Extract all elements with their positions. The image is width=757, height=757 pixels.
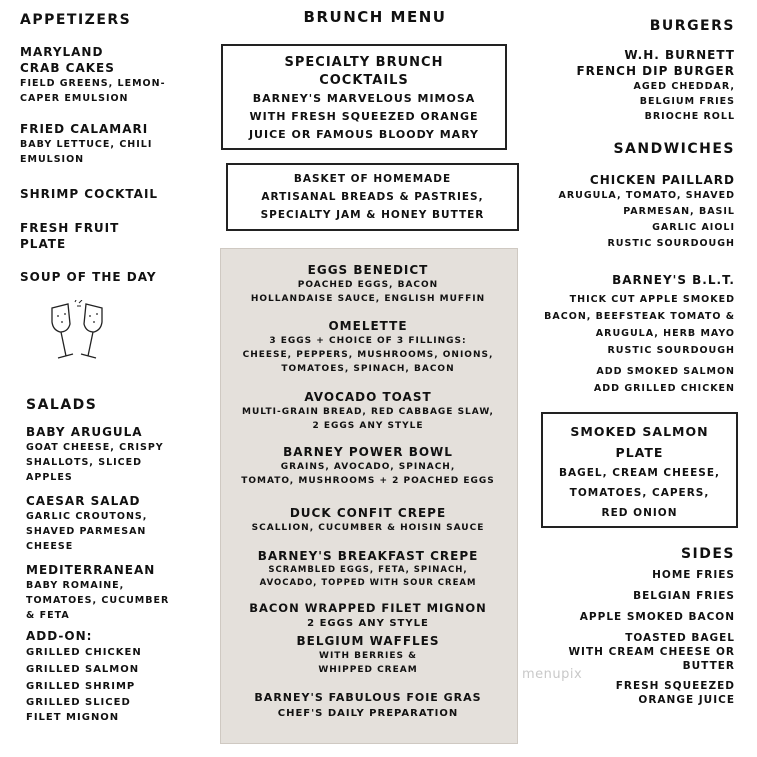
main-desc: TOMATO, MUSHROOMS + 2 POACHED EGGS xyxy=(241,476,495,486)
main-item xyxy=(220,548,516,590)
main-name: BARNEY'S BREAKFAST CREPE xyxy=(257,549,479,563)
item-desc: CHEESE xyxy=(26,541,74,552)
cocktails-desc: WITH FRESH SQUEEZED ORANGE xyxy=(249,110,479,123)
page-title: BRUNCH MENU xyxy=(303,8,447,26)
cocktails-title: COCKTAILS xyxy=(319,73,409,88)
item-name: CAESAR SALAD xyxy=(26,494,141,508)
main-name: AVOCADO TOAST xyxy=(304,390,432,404)
champagne-glasses-icon xyxy=(46,300,108,374)
salmon-plate-box xyxy=(541,412,738,528)
item-desc: GARLIC CROUTONS, xyxy=(26,511,148,522)
item-desc: AGED CHEDDAR, xyxy=(633,81,735,92)
item-name: BABY ARUGULA xyxy=(26,425,143,439)
main-item xyxy=(220,262,516,306)
item-desc: BACON, BEEFSTEAK TOMATO & xyxy=(544,311,735,322)
burgers-heading: BURGERS xyxy=(649,18,735,34)
side-item: ORANGE JUICE xyxy=(638,694,735,706)
main-desc: 2 EGGS ANY STYLE xyxy=(312,421,424,431)
item-desc: BABY ROMAINE, xyxy=(26,580,125,591)
main-name: OMELETTE xyxy=(328,319,408,333)
salad-item xyxy=(26,562,169,623)
addon-heading: ADD-ON: xyxy=(26,629,93,643)
addon-item: GRILLED SLICED xyxy=(26,697,131,708)
side-item: TOASTED BAGEL xyxy=(625,632,735,644)
item-name: SHRIMP COCKTAIL xyxy=(20,187,159,201)
salmon-desc: TOMATOES, CAPERS, xyxy=(569,487,710,499)
main-desc: SCRAMBLED EGGS, FETA, SPINACH, xyxy=(268,565,468,575)
salmon-title: PLATE xyxy=(615,445,664,460)
cocktails-desc: JUICE OR FAMOUS BLOODY MARY xyxy=(248,128,480,141)
basket-line: BASKET OF HOMEMADE xyxy=(293,173,452,185)
appetizer-item xyxy=(20,44,166,106)
main-desc: CHEESE, PEPPERS, MUSHROOMS, ONIONS, xyxy=(242,350,494,360)
item-desc: TOMATOES, CUCUMBER xyxy=(26,595,170,606)
basket-line: SPECIALTY JAM & HONEY BUTTER xyxy=(260,209,485,221)
main-item xyxy=(220,318,516,376)
side-item: FRESH SQUEEZED xyxy=(615,680,735,692)
main-name: BACON WRAPPED FILET MIGNON xyxy=(249,601,487,615)
salmon-desc: BAGEL, CREAM CHEESE, xyxy=(558,467,720,479)
addon-list xyxy=(26,628,142,725)
salads-heading: SALADS xyxy=(26,397,98,413)
main-desc: AVOCADO, TOPPED WITH SOUR CREAM xyxy=(259,578,477,588)
main-desc: HOLLANDAISE SAUCE, ENGLISH MUFFIN xyxy=(250,294,486,304)
sandwiches-heading: SANDWICHES xyxy=(613,141,735,157)
item-name: CRAB CAKES xyxy=(20,61,115,75)
item-desc: GARLIC AIOLI xyxy=(652,222,735,233)
addon-item: GRILLED CHICKEN xyxy=(26,647,142,658)
main-desc: CHEF'S DAILY PREPARATION xyxy=(277,708,459,719)
item-name: CHICKEN PAILLARD xyxy=(589,173,735,187)
salad-item xyxy=(26,424,164,485)
main-desc: 3 EGGS + CHOICE OF 3 FILLINGS: xyxy=(269,336,467,346)
item-desc: FIELD GREENS, LEMON- xyxy=(20,78,166,89)
item-desc: CAPER EMULSION xyxy=(20,93,129,104)
main-desc: WHIPPED CREAM xyxy=(318,665,418,675)
side-item: APPLE SMOKED BACON xyxy=(579,611,735,623)
item-desc: SHAVED PARMESAN xyxy=(26,526,147,537)
side-item: HOME FRIES xyxy=(652,569,735,581)
cocktails-box xyxy=(221,44,507,150)
main-desc: WITH BERRIES & xyxy=(319,651,417,661)
basket-line: ARTISANAL BREADS & PASTRIES, xyxy=(261,191,484,203)
burger-item xyxy=(576,47,735,124)
item-desc: THICK CUT APPLE SMOKED xyxy=(569,294,735,305)
side-item: BUTTER xyxy=(682,660,735,672)
sides-list xyxy=(568,567,735,707)
main-name: BARNEY'S FABULOUS FOIE GRAS xyxy=(254,691,482,704)
main-name: BELGIUM WAFFLES xyxy=(296,634,440,648)
cocktails-desc: BARNEY'S MARVELOUS MIMOSA xyxy=(252,92,476,105)
item-desc: ARUGULA, HERB MAYO xyxy=(595,328,735,339)
appetizers-heading: APPETIZERS xyxy=(20,12,132,28)
main-item xyxy=(220,505,516,535)
main-item xyxy=(220,633,516,677)
item-desc: PARMESAN, BASIL xyxy=(623,206,735,217)
side-item: WITH CREAM CHEESE OR xyxy=(568,646,735,658)
item-desc: BRIOCHE ROLL xyxy=(644,111,735,122)
item-name: FRENCH DIP BURGER xyxy=(576,64,735,78)
side-item: BELGIAN FRIES xyxy=(633,590,735,602)
basket-box xyxy=(226,163,519,231)
salmon-title: SMOKED SALMON xyxy=(570,424,709,439)
item-name: BARNEY'S B.L.T. xyxy=(612,273,735,287)
item-desc: GOAT CHEESE, CRISPY xyxy=(26,442,164,453)
item-desc: EMULSION xyxy=(20,154,85,165)
main-name: BARNEY POWER BOWL xyxy=(283,445,453,459)
main-desc: 2 EGGS ANY STYLE xyxy=(307,618,429,629)
appetizer-item xyxy=(20,269,157,285)
appetizer-item xyxy=(20,220,119,252)
addon-item: GRILLED SALMON xyxy=(26,664,140,675)
cocktails-title: SPECIALTY BRUNCH xyxy=(284,55,444,70)
sides-heading: SIDES xyxy=(680,546,735,562)
main-desc: GRAINS, AVOCADO, SPINACH, xyxy=(280,462,456,472)
item-name: MEDITERRANEAN xyxy=(26,563,156,577)
item-desc: & FETA xyxy=(26,610,70,621)
item-desc: SHALLOTS, SLICED xyxy=(26,457,143,468)
sandwich-item xyxy=(544,272,735,397)
item-desc: BELGIUM FRIES xyxy=(639,96,735,107)
main-desc: MULTI-GRAIN BREAD, RED CABBAGE SLAW, xyxy=(242,407,494,417)
item-desc: RUSTIC SOURDOUGH xyxy=(607,238,735,249)
item-name: PLATE xyxy=(20,237,67,251)
main-desc: POACHED EGGS, BACON xyxy=(297,280,439,290)
item-desc: ARUGULA, TOMATO, SHAVED xyxy=(558,190,735,201)
main-name: EGGS BENEDICT xyxy=(307,263,429,277)
salad-item xyxy=(26,493,147,554)
salmon-desc: RED ONION xyxy=(601,507,678,519)
item-name: FRIED CALAMARI xyxy=(20,122,149,136)
main-desc: SCALLION, CUCUMBER & HOISIN SAUCE xyxy=(251,523,485,533)
main-name: DUCK CONFIT CREPE xyxy=(289,506,447,520)
main-item xyxy=(220,389,516,433)
item-desc: BABY LETTUCE, CHILI xyxy=(20,139,153,150)
addon-item: GRILLED SHRIMP xyxy=(26,681,136,692)
addon-item: FILET MIGNON xyxy=(26,712,120,723)
main-item xyxy=(220,444,516,488)
item-name: SOUP OF THE DAY xyxy=(20,270,157,284)
item-name: FRESH FRUIT xyxy=(20,221,120,235)
main-item xyxy=(220,600,516,631)
sandwich-item xyxy=(558,172,735,252)
item-name: W.H. BURNETT xyxy=(624,48,735,62)
item-desc: APPLES xyxy=(26,472,73,483)
appetizer-item xyxy=(20,186,158,202)
item-desc: RUSTIC SOURDOUGH xyxy=(607,345,735,356)
appetizer-item xyxy=(20,121,152,167)
main-desc: TOMATOES, SPINACH, BACON xyxy=(281,364,455,374)
watermark: menupix xyxy=(522,667,583,682)
sandwich-extra: ADD GRILLED CHICKEN xyxy=(593,383,735,394)
item-name: MARYLAND xyxy=(20,45,104,59)
main-item xyxy=(220,690,516,722)
sandwich-extra: ADD SMOKED SALMON xyxy=(596,366,735,377)
